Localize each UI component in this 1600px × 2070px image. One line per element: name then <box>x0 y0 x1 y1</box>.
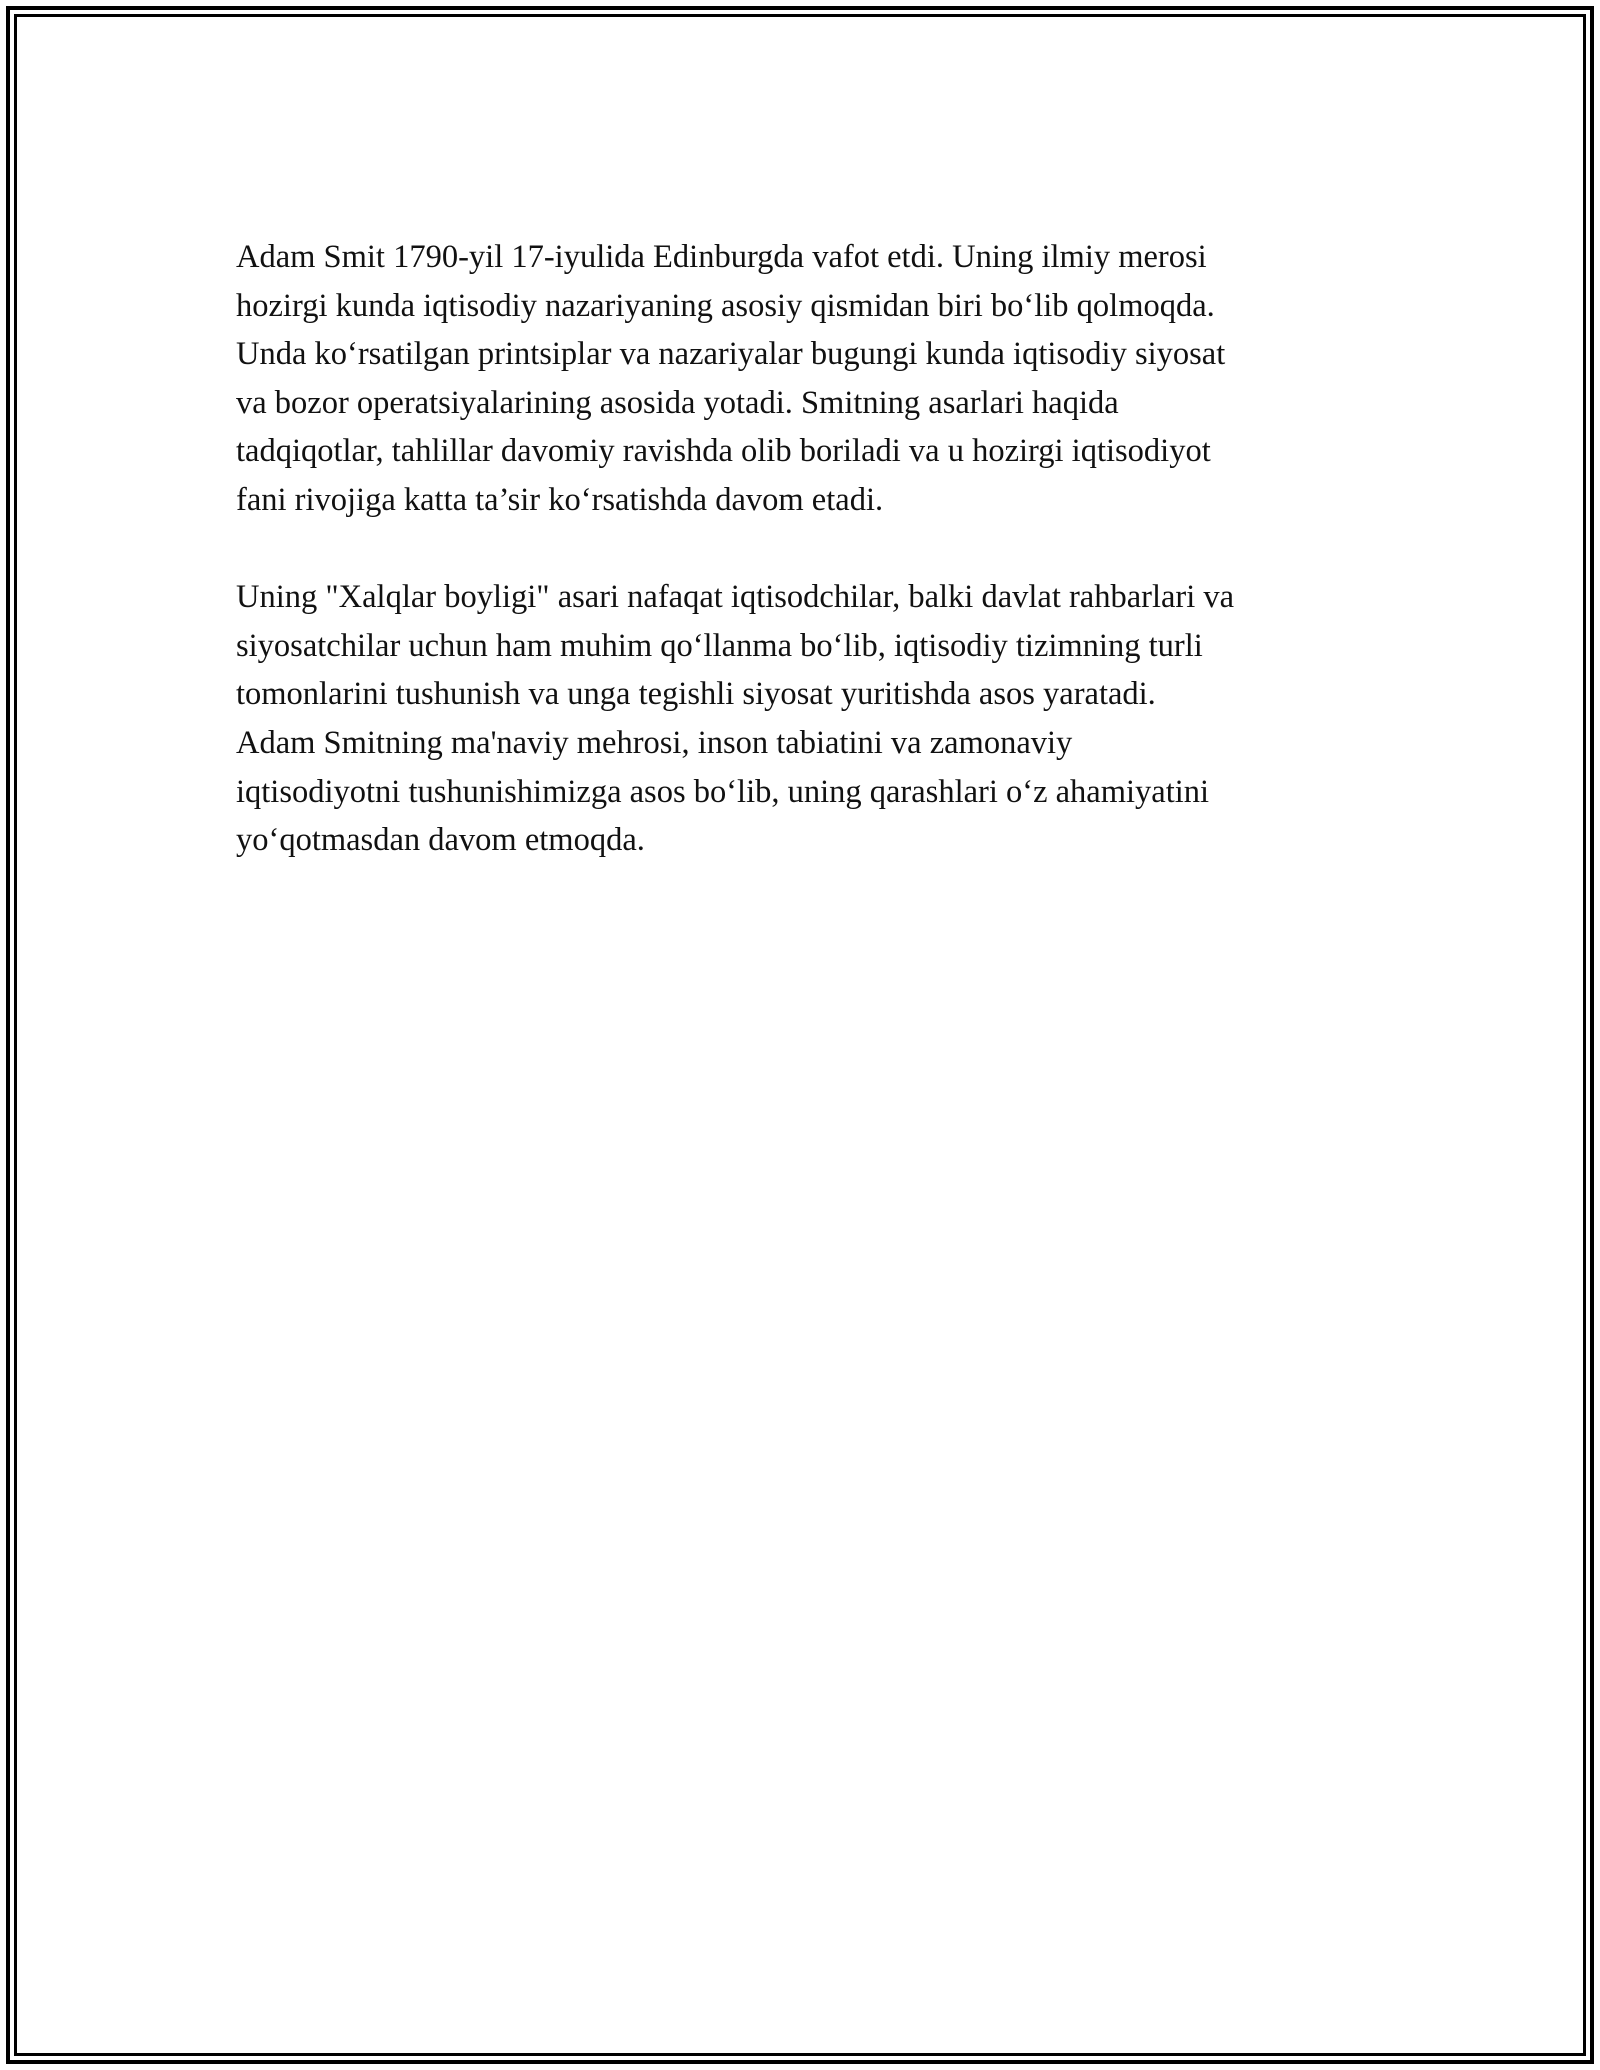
text-line: hozirgi kunda iqtisodiy nazariyaning asosiy qismidan biri bo‘lib qolmoqda. <box>236 287 1215 324</box>
text-line: iqtisodiyotni tushunishimizga asos bo‘lib, uning qarashlari o‘z ahamiyatini <box>236 773 1210 810</box>
text-line: Unda ko‘rsatilgan printsiplar va nazariyalar bugungi kunda iqtisodiy siyosat <box>236 336 1226 373</box>
text-line: yo‘qotmasdan davom etmoqda. <box>236 822 645 859</box>
text-line: Uning "Xalqlar boyligi" asari nafaqat iqtisodchilar, balki davlat rahbarlari va <box>236 579 1235 616</box>
paragraph-2 <box>236 573 1376 865</box>
text-line: siyosatchilar uchun ham muhim qo‘llanma bo‘lib, iqtisodiy tizimning turli <box>236 627 1203 664</box>
text-line: fani rivojiga katta ta’sir ko‘rsatishda davom etadi. <box>236 481 884 518</box>
paragraph-1 <box>236 233 1376 525</box>
text-line: Adam Smit 1790-yil 17-iyulida Edinburgda vafot etdi. Uning ilmiy merosi <box>236 239 1207 275</box>
document-body <box>236 233 1376 865</box>
text-line: tadqiqotlar, tahlillar davomiy ravishda olib boriladi va u hozirgi iqtisodiyot <box>236 433 1211 470</box>
text-line: va bozor operatsiyalarining asosida yotadi. Smitning asarlari haqida <box>236 384 1119 421</box>
text-line: Adam Smitning ma'naviy mehrosi, inson tabiatini va zamonaviy <box>236 724 1073 761</box>
text-line: tomonlarini tushunish va unga tegishli siyosat yuritishda asos yaratadi. <box>236 676 1156 713</box>
paragraph-spacer <box>236 525 1376 574</box>
